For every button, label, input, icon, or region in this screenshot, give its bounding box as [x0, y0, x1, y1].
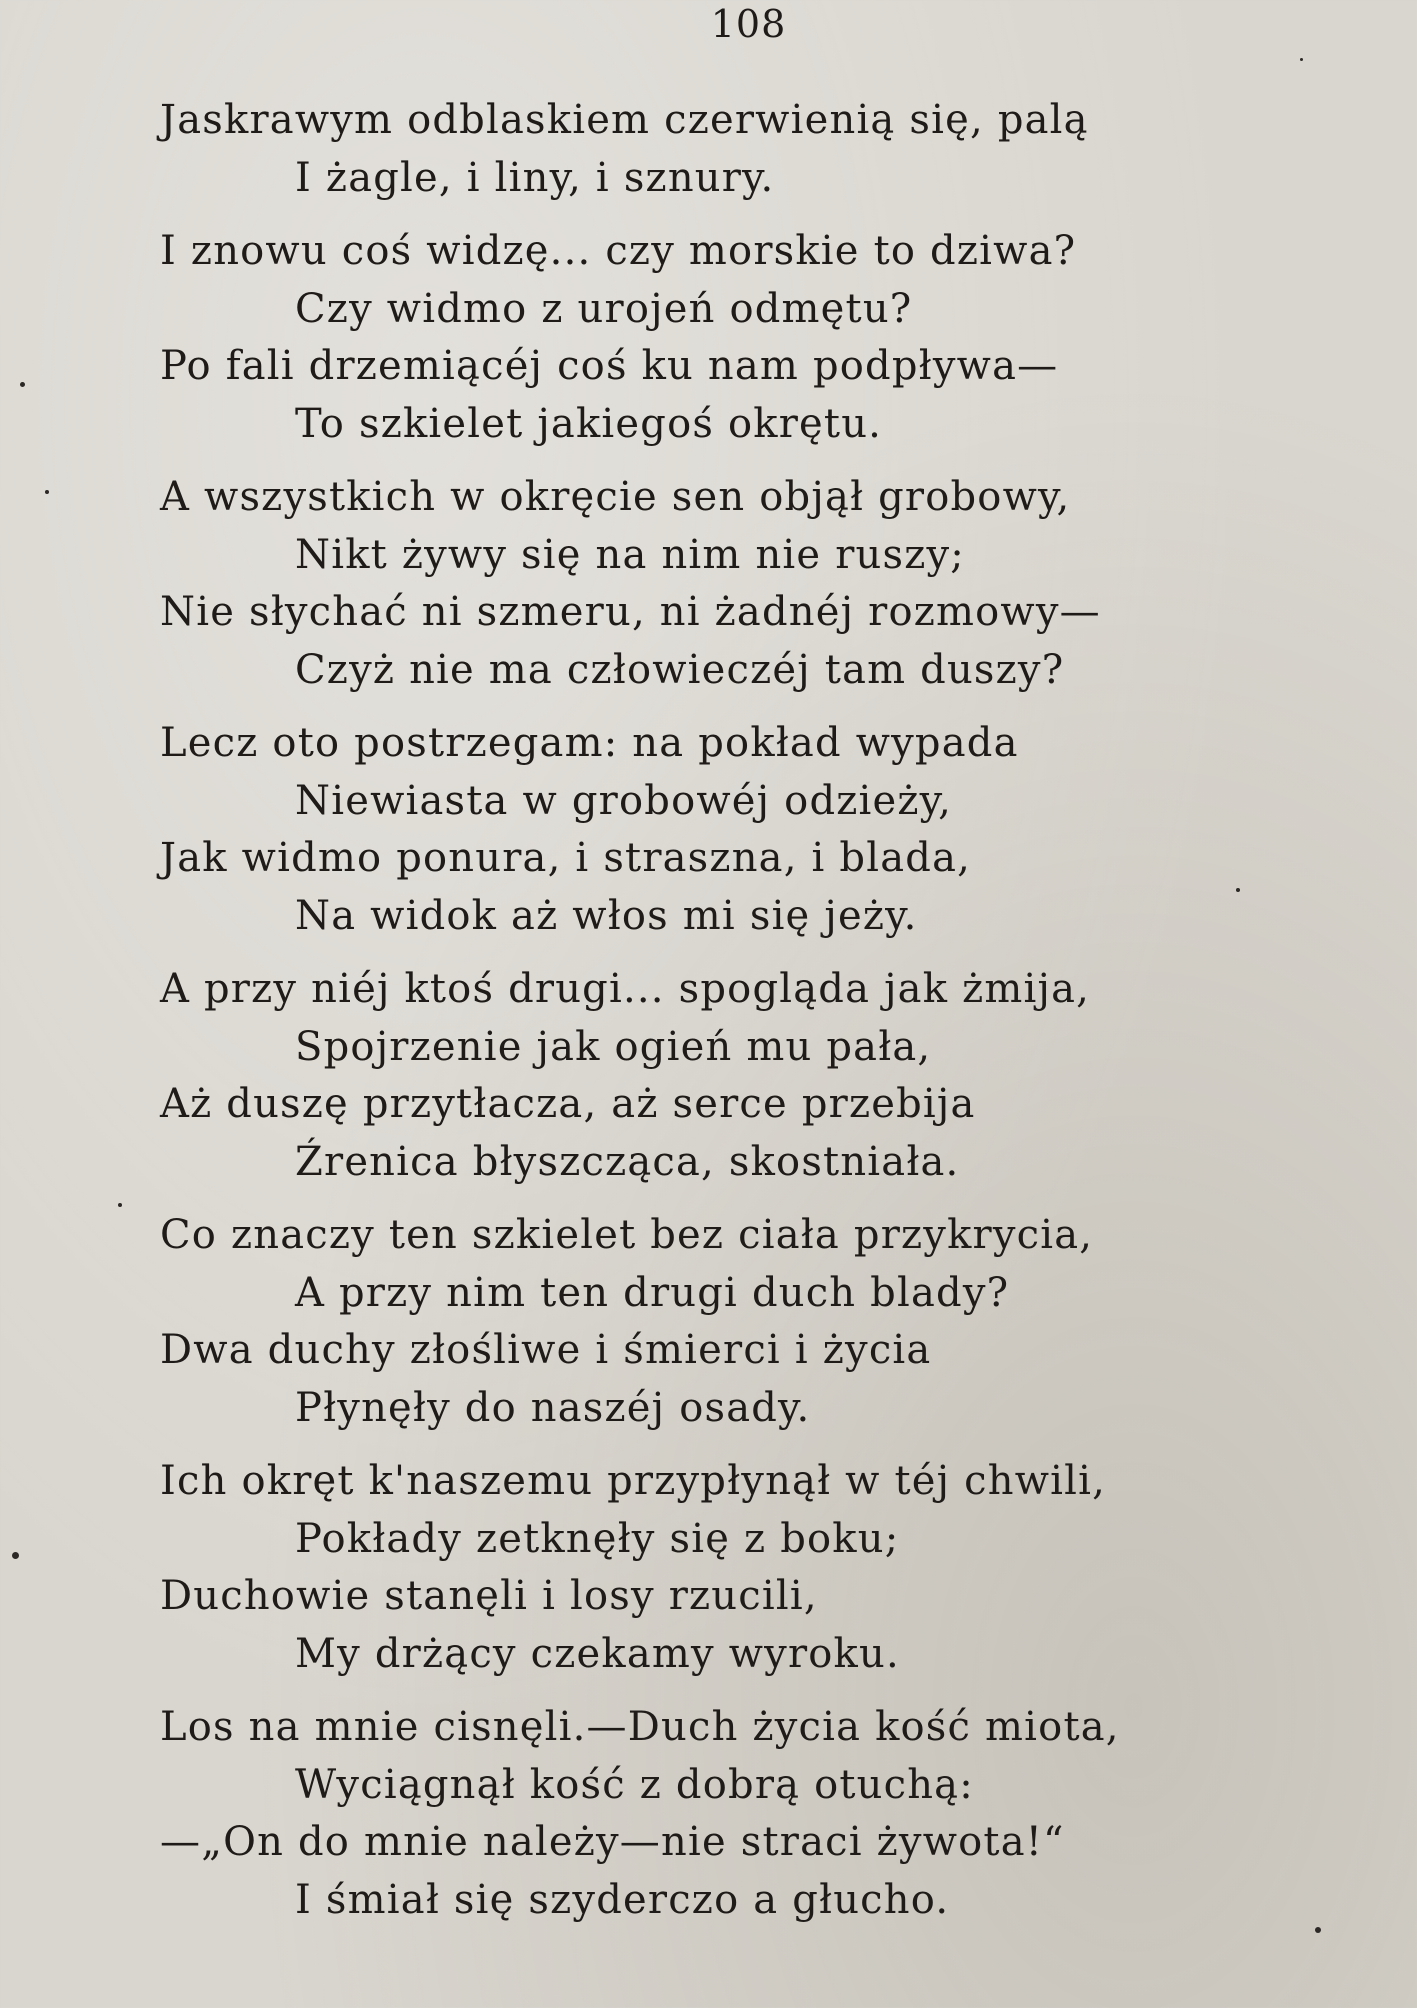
verse-line: Jak widmo ponura, i straszna, i blada,	[160, 835, 972, 881]
verse-line: Nikt żywy się na nim nie ruszy;	[295, 531, 965, 578]
verse-line: Spojrzenie jak ogień mu pała,	[295, 1023, 932, 1070]
paper-speck	[1236, 888, 1240, 892]
stanza	[160, 223, 1360, 453]
stanza	[160, 92, 1360, 207]
stanza	[160, 1207, 1360, 1437]
verse-line: Ich okręt k'naszemu przypłynął w téj chwili,	[160, 1458, 1107, 1504]
paper-speck	[1315, 1927, 1321, 1933]
verse-line: Wyciągnął kość z dobrą otuchą:	[295, 1761, 974, 1808]
verse-line: Jaskrawym odblaskiem czerwienią się, palą	[160, 97, 1089, 143]
verse-line: I żagle, i liny, i sznury.	[295, 154, 775, 201]
verse-line: Aż duszę przytłacza, aż serce przebija	[160, 1081, 976, 1127]
stanza	[160, 1453, 1360, 1683]
paper-speck	[12, 1552, 19, 1559]
verse-line: My drżący czekamy wyroku.	[295, 1630, 900, 1677]
verse-line: A przy nim ten drugi duch blady?	[295, 1269, 1010, 1316]
verse-line: Czy widmo z urojeń odmętu?	[295, 285, 913, 332]
stanza	[160, 715, 1360, 945]
verse-line: Czyż nie ma człowieczéj tam duszy?	[295, 646, 1065, 693]
verse-line: I znowu coś widzę... czy morskie to dziwa?	[160, 228, 1077, 274]
stanza	[160, 469, 1360, 699]
verse-line: Po fali drzemiącéj coś ku nam podpływa—	[160, 343, 1059, 389]
verse-line: Niewiasta w grobowéj odzieży,	[295, 777, 953, 824]
verse-line: I śmiał się szyderczo a głucho.	[295, 1876, 950, 1923]
verse-line: Duchowie stanęli i losy rzucili,	[160, 1573, 818, 1619]
verse-line: —„On do mnie należy—nie straci żywota!“	[160, 1819, 1065, 1865]
verse-line: Na widok aż włos mi się jeży.	[295, 892, 918, 939]
verse-line: Nie słychać ni szmeru, ni żadnéj rozmowy—	[160, 589, 1101, 635]
poem-text	[160, 92, 1360, 1945]
verse-line: Co znaczy ten szkielet bez ciała przykrycia,	[160, 1212, 1094, 1258]
stanza	[160, 961, 1360, 1191]
verse-line: Płynęły do naszéj osady.	[295, 1384, 811, 1431]
verse-line: A wszystkich w okręcie sen objął grobowy,	[160, 474, 1071, 520]
paper-speck	[20, 382, 25, 387]
verse-line: A przy niéj ktoś drugi... spogląda jak żmija,	[160, 966, 1091, 1012]
verse-line: Pokłady zetknęły się z boku;	[295, 1515, 900, 1562]
paper-speck	[118, 1203, 122, 1207]
paper-speck	[45, 490, 49, 494]
verse-line: Lecz oto postrzegam: na pokład wypada	[160, 720, 1019, 766]
verse-line: To szkielet jakiegoś okrętu.	[295, 400, 883, 447]
paper-speck	[1300, 58, 1303, 61]
page-number: 108	[710, 2, 787, 46]
verse-line: Dwa duchy złośliwe i śmierci i życia	[160, 1327, 932, 1373]
verse-line: Źrenica błyszcząca, skostniała.	[295, 1138, 960, 1185]
stanza	[160, 1699, 1360, 1929]
verse-line: Los na mnie cisnęli.—Duch życia kość miota,	[160, 1704, 1120, 1750]
